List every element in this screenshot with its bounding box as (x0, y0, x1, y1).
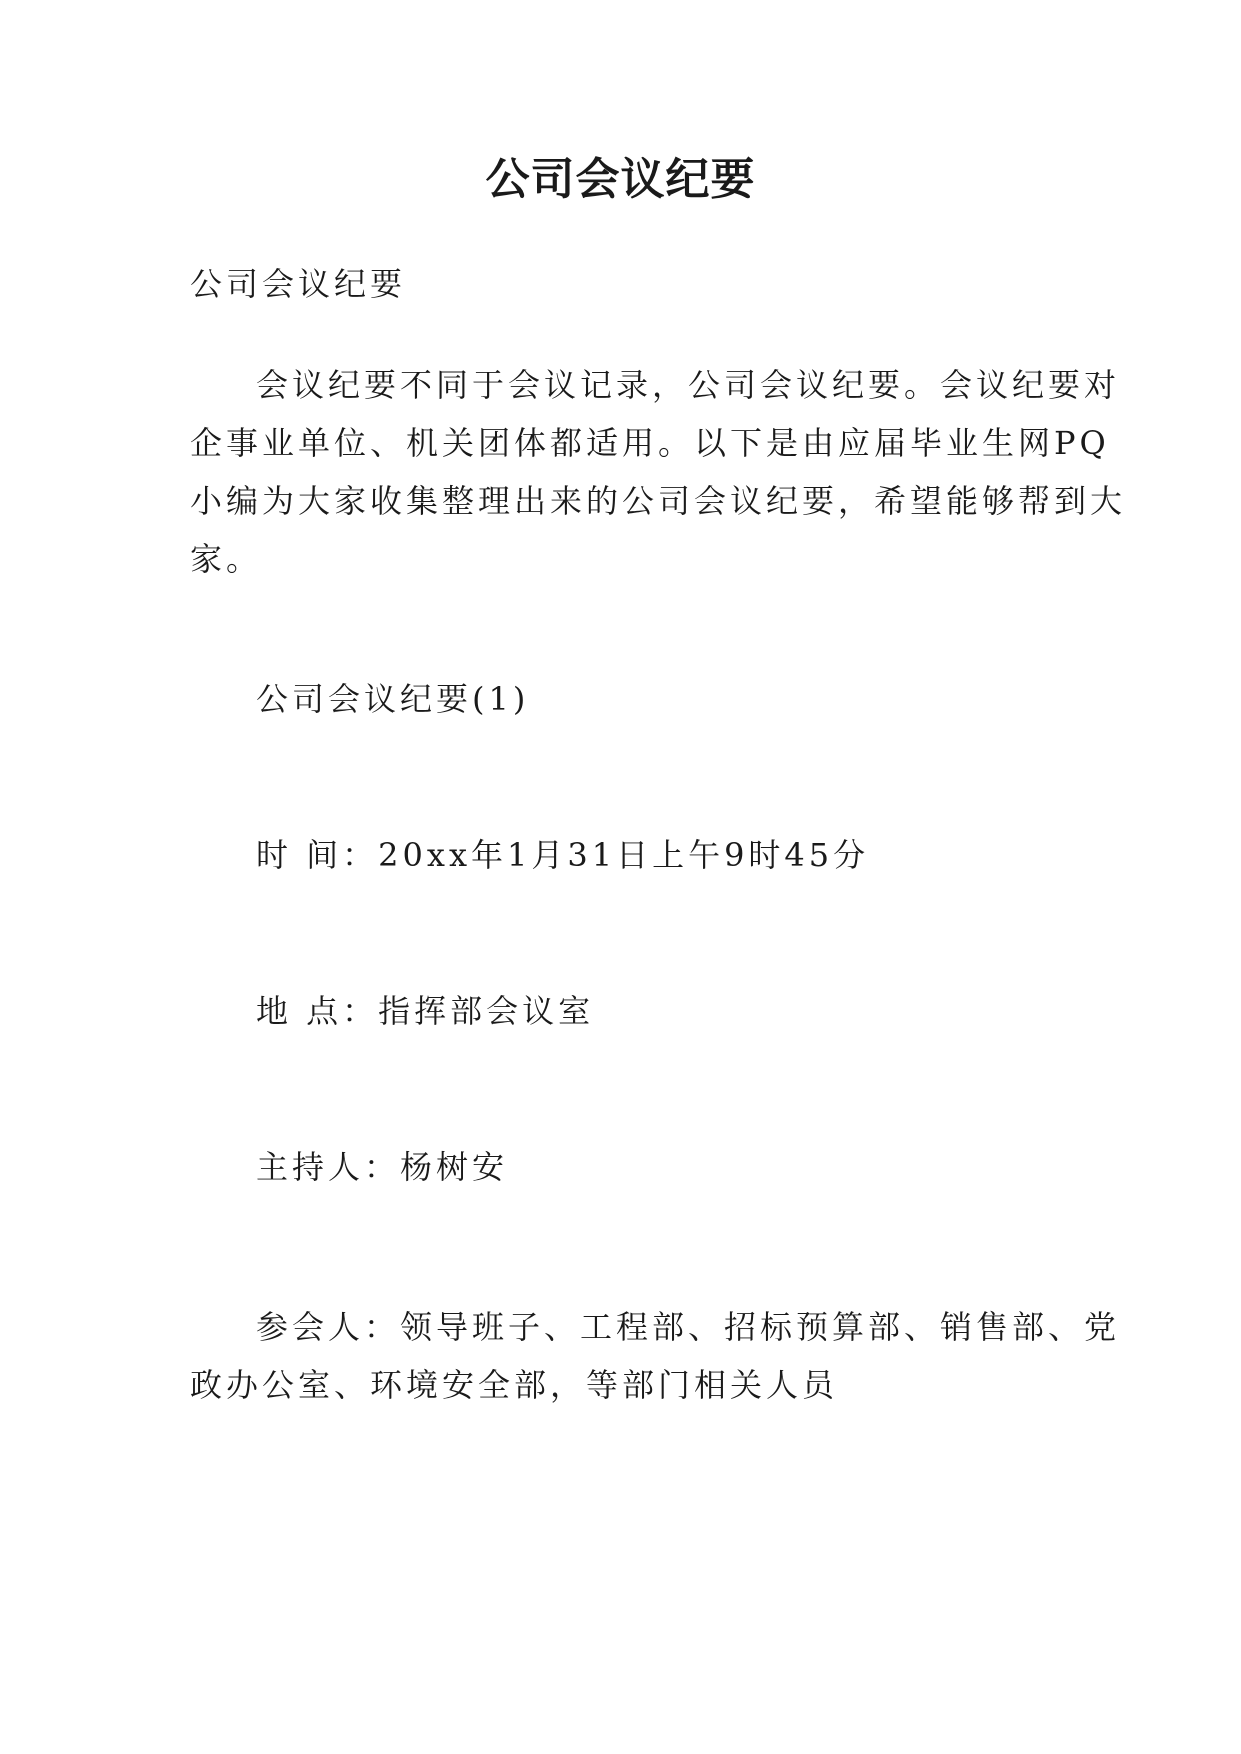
meeting-attendees (190, 1298, 1121, 1414)
intro-line: 会议纪要不同于会议记录，公司会议纪要。会议纪要对 (256, 366, 1121, 404)
document-subtitle: 公司会议纪要 (190, 265, 407, 303)
attendees-line: 参会人：领导班子、工程部、招标预算部、销售部、党 (256, 1308, 1121, 1346)
section-heading: 公司会议纪要(1) (256, 680, 530, 718)
intro-paragraph (190, 356, 1127, 588)
meeting-time: 时 间：20xx年1月31日上午9时45分 (256, 836, 870, 874)
attendees-line: 政办公室、环境安全部，等部门相关人员 (190, 1366, 839, 1404)
intro-line: 企事业单位、机关团体都适用。以下是由应届毕业生网PQ (190, 424, 1110, 462)
meeting-location: 地 点：指挥部会议室 (256, 992, 595, 1030)
meeting-host: 主持人：杨树安 (256, 1148, 509, 1186)
document-title: 公司会议纪要 (485, 154, 756, 205)
intro-line: 家。 (190, 540, 263, 578)
intro-line: 小编为大家收集整理出来的公司会议纪要，希望能够帮到大 (190, 482, 1127, 520)
